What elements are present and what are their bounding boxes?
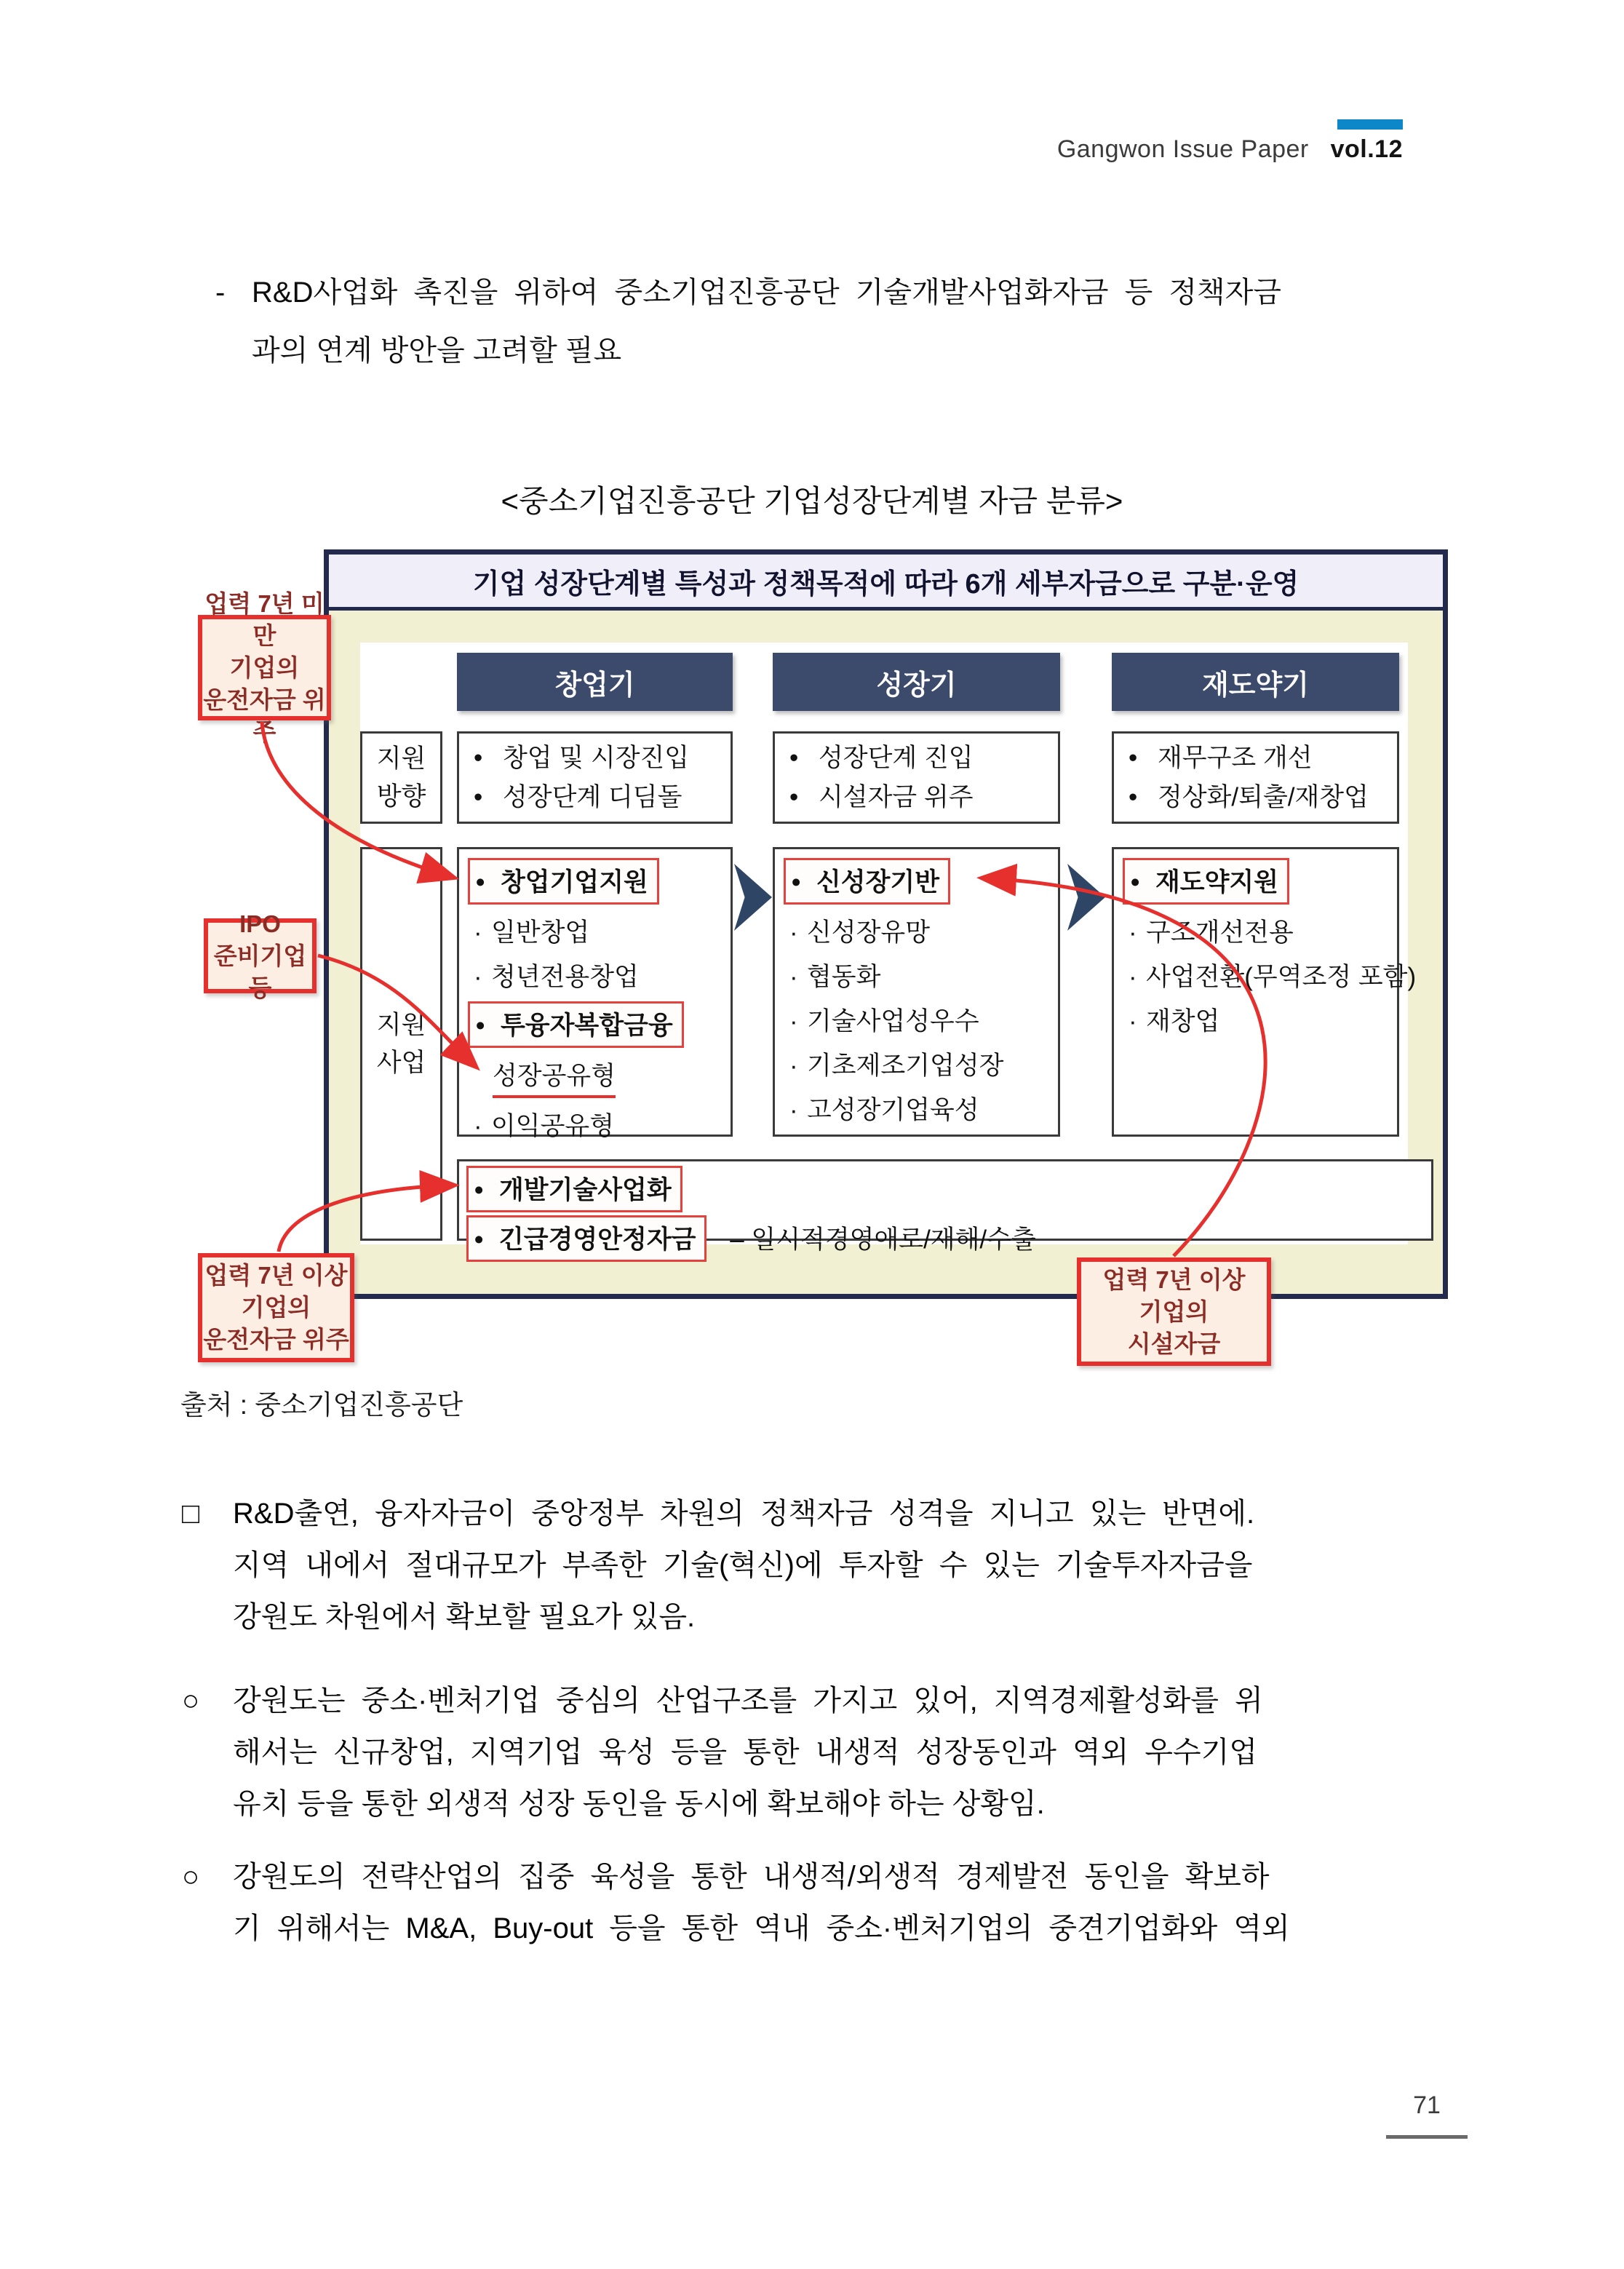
bullet-icon: ·	[1129, 918, 1137, 947]
direction-box-startup: • 창업 및 시장진입 • 성장단계 디딤돌	[457, 731, 733, 824]
bullet-icon: ·	[474, 963, 482, 991]
bullet-icon: •	[1129, 782, 1138, 811]
bottom-program-box	[457, 1159, 1433, 1254]
highlighted-program: • 긴급경영안정자금	[466, 1215, 706, 1262]
body-paragraph: □ R&D출연, 융자자금이 중앙정부 차원의 정책자금 성격을 지니고 있는 반면에. 지역 내에서 절대규모가 부족한 기술(혁신)에 투자할 수 있는 기술투자자금을 강원도 차원에서 확보할 필요가 있음.	[182, 1488, 1473, 1643]
page-number: 71	[1413, 2091, 1441, 2119]
highlighted-program: • 투융자복합금융	[468, 1001, 684, 1048]
circle-bullet-icon: ○	[182, 1685, 200, 1717]
direction-box-growth: • 성장단계 진입 • 시설자금 위주	[773, 731, 1060, 824]
funding-stage-diagram	[178, 549, 1459, 1375]
direction-box-rebound: • 재무구조 개선 • 정상화/퇴출/재창업	[1112, 731, 1399, 824]
row-label-support-direction: 지원 방향	[360, 731, 442, 824]
diagram-banner: 기업 성장단계별 특성과 정책목적에 따라 6개 세부자금으로 구분·운영	[329, 555, 1443, 611]
bullet-icon: ·	[789, 1052, 798, 1080]
highlighted-program: • 개발기술사업화	[466, 1166, 682, 1212]
highlighted-program: • 재도약지원	[1123, 858, 1289, 905]
bullet-icon: ·	[1129, 1007, 1137, 1036]
body-paragraph: ○ 강원도의 전략산업의 집중 육성을 통한 내생적/외생적 경제발전 동인을 확보하 기 위해서는 M&A, Buy-out 등을 통한 역내 중소·벤처기업의 중견기업화와 역외	[182, 1851, 1473, 1955]
program-note: – 일시적경영애로/재해/수출	[730, 1225, 1036, 1254]
body-paragraph: ○ 강원도는 중소·벤처기업 중심의 산업구조를 가지고 있어, 지역경제활성화를 위 해서는 신규창업, 지역기업 육성 등을 통한 내생적 성장동인과 역외 우수기업 유치 등을 통한 외생적 성장 동인을 동시에 확보해야 하는 상황임.	[182, 1675, 1473, 1830]
bullet-icon: ·	[474, 1112, 482, 1140]
bullet-icon: ·	[789, 1007, 798, 1036]
page-number-rule	[1386, 2135, 1468, 2139]
bullet-icon: •	[474, 743, 483, 772]
bullet-icon: ·	[1129, 963, 1137, 991]
intro-dash-bullet: -	[215, 277, 226, 309]
bullet-icon: •	[1129, 743, 1138, 772]
stage-header-growth: 성장기	[773, 653, 1060, 711]
callout-over-7yr-working-capital: 업력 7년 이상 기업의 운전자금 위주	[198, 1253, 354, 1362]
intro-line: R&D사업화 촉진을 위하여 중소기업진흥공단 기술개발사업화자금 등 정책자금	[252, 277, 1281, 309]
bullet-icon: •	[474, 782, 483, 811]
highlighted-program: • 창업기업지원	[468, 858, 659, 905]
masthead	[1057, 135, 1403, 164]
underlined-program: 성장공유형	[493, 1056, 616, 1098]
bullet-icon: •	[789, 782, 799, 811]
body-text	[182, 1488, 1473, 1987]
masthead-volume: vol.12	[1330, 135, 1403, 163]
highlighted-program: • 신성장기반	[784, 858, 950, 905]
masthead-accent-bar	[1337, 119, 1403, 130]
program-box-growth: • 신성장기반 · 신성장유망 · 협동화 · 기술사업성우수 · 기초제조기업성장 · 고성장기업육성	[773, 847, 1060, 1137]
intro-paragraph	[215, 263, 1473, 380]
square-bullet-icon: □	[182, 1498, 200, 1530]
program-box-rebound: • 재도약지원 · 구조개선전용 · 사업전환(무역조정 포함) · 재창업	[1112, 847, 1399, 1137]
program-box-startup: • 창업기업지원 · 일반창업 · 청년전용창업 • 투융자복합금융 성장공유형 · 이익공유형	[457, 847, 733, 1137]
bullet-icon: ·	[789, 963, 798, 991]
stage-header-startup: 창업기	[457, 653, 733, 711]
callout-under-7yr-working-capital: 업력 7년 미만 기업의 운전자금 위주	[198, 615, 331, 720]
callout-ipo-ready: IPO 준비기업 등	[204, 918, 317, 993]
bullet-icon: ·	[474, 918, 482, 947]
callout-over-7yr-facility-funds: 업력 7년 이상 기업의 시설자금	[1077, 1257, 1271, 1366]
figure-title: <중소기업진흥공단 기업성장단계별 자금 분류>	[501, 484, 1123, 518]
bullet-icon: •	[789, 743, 799, 772]
bullet-icon: ·	[789, 918, 798, 947]
row-label-support-business: 지원 사업	[360, 847, 442, 1241]
circle-bullet-icon: ○	[182, 1861, 200, 1893]
figure-source: 출처 : 중소기업진흥공단	[180, 1390, 463, 1420]
stage-header-rebound: 재도약기	[1112, 653, 1399, 711]
bullet-icon: ·	[789, 1096, 798, 1124]
masthead-brand: Gangwon Issue Paper	[1056, 135, 1309, 163]
intro-line: 과의 연계 방안을 고려할 필요	[252, 335, 622, 367]
